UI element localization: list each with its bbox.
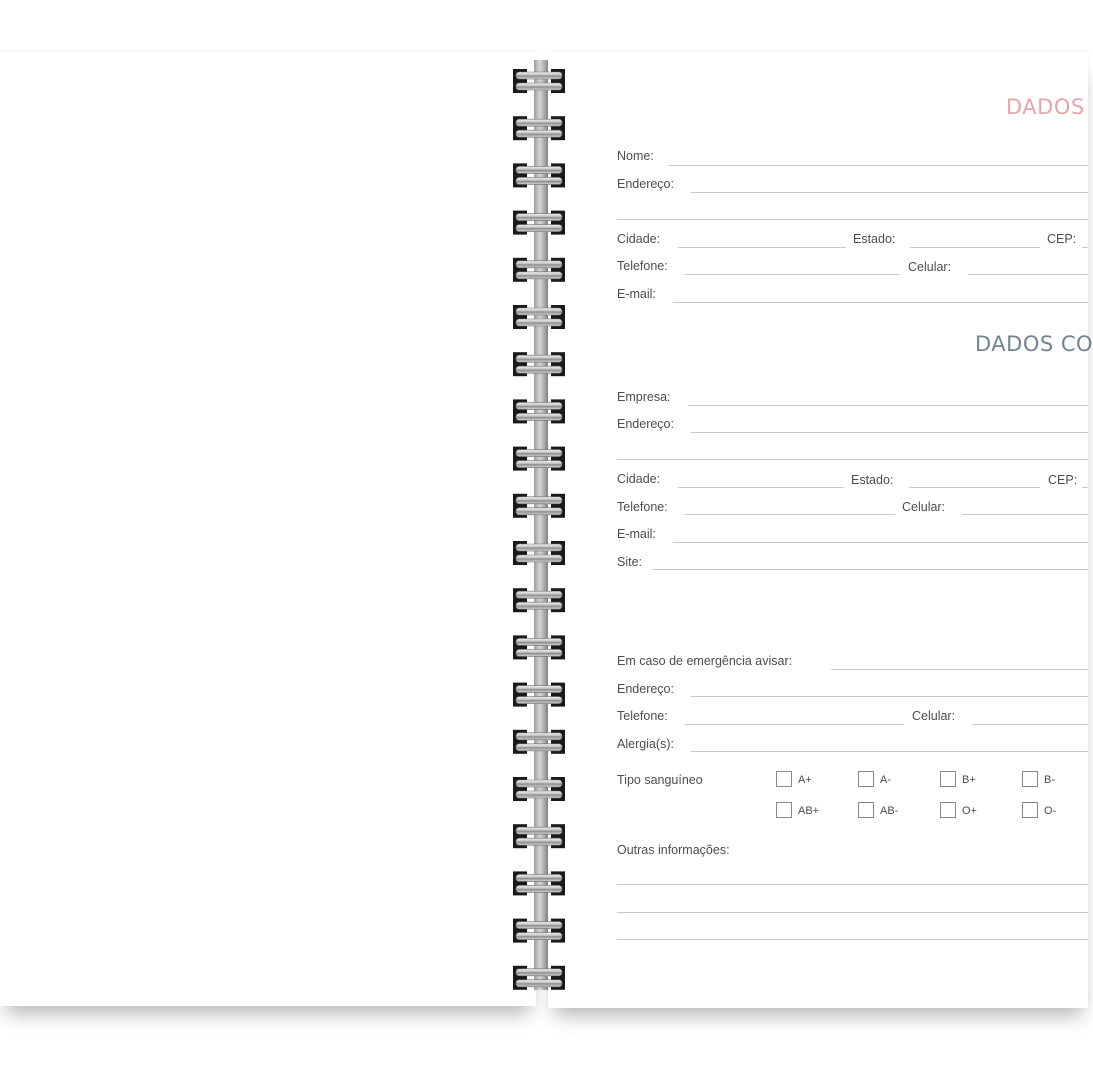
emergency-mobile-field[interactable] [972, 724, 1088, 725]
blood-type-a-minus-label: A- [880, 774, 891, 786]
emergency-phone-field[interactable] [685, 724, 904, 725]
city-label: Cidade: [617, 232, 661, 246]
company-email-label: E-mail: [617, 527, 656, 541]
company-section-title: DADOS CO [975, 332, 1093, 356]
city-field[interactable] [678, 247, 846, 248]
emergency-mobile-label: Celular: [912, 709, 956, 723]
address-field-line-2[interactable] [617, 219, 1088, 220]
other-info-line-1[interactable] [617, 884, 1088, 885]
notebook-spine [534, 60, 548, 990]
company-city-label: Cidade: [617, 472, 661, 486]
emergency-address-field[interactable] [691, 696, 1088, 697]
email-label: E-mail: [617, 287, 656, 301]
emergency-phone-label: Telefone: [617, 709, 668, 723]
blood-type-o-plus-checkbox[interactable] [940, 802, 956, 818]
zip-label: CEP: [1047, 232, 1077, 246]
phone-label: Telefone: [617, 259, 668, 273]
phone-field[interactable] [685, 274, 900, 275]
company-state-field[interactable] [909, 487, 1040, 488]
blood-type-ab-plus-checkbox[interactable] [776, 802, 792, 818]
company-site-field[interactable] [652, 569, 1088, 570]
company-site-label: Site: [617, 555, 643, 569]
company-label: Empresa: [617, 390, 671, 404]
company-field[interactable] [688, 405, 1088, 406]
state-label: Estado: [853, 232, 896, 246]
mobile-field[interactable] [968, 274, 1088, 275]
company-city-field[interactable] [678, 487, 844, 488]
zip-field[interactable] [1082, 247, 1088, 248]
mobile-label: Celular: [908, 260, 952, 274]
name-label: Nome: [617, 149, 654, 163]
name-field[interactable] [668, 165, 1088, 166]
company-mobile-field[interactable] [962, 514, 1088, 515]
blood-type-o-plus-label: O+ [962, 805, 977, 817]
blood-type-a-minus-checkbox[interactable] [858, 771, 874, 787]
company-phone-field[interactable] [685, 514, 895, 515]
blood-type-ab-plus-label: AB+ [798, 805, 820, 817]
blood-type-b-plus-label: B+ [962, 774, 976, 786]
left-page [0, 52, 536, 1006]
company-address-field-line-2[interactable] [617, 459, 1088, 460]
company-zip-field[interactable] [1082, 487, 1088, 488]
right-page [548, 52, 1093, 1008]
company-address-label: Endereço: [617, 417, 674, 431]
company-zip-label: CEP: [1048, 473, 1078, 487]
emergency-contact-label: Em caso de emergência avisar: [617, 654, 793, 668]
email-field[interactable] [673, 302, 1088, 303]
blood-type-a-plus-label: A+ [798, 774, 812, 786]
allergy-label: Alergia(s): [617, 737, 674, 751]
company-phone-label: Telefone: [617, 500, 668, 514]
other-info-line-3[interactable] [617, 939, 1088, 940]
other-info-line-2[interactable] [617, 912, 1088, 913]
state-field[interactable] [910, 247, 1040, 248]
blood-type-ab-minus-label: AB- [880, 805, 899, 817]
blood-type-b-minus-checkbox[interactable] [1022, 771, 1038, 787]
personal-section-title: DADOS [1006, 95, 1085, 119]
address-field[interactable] [691, 192, 1088, 193]
other-info-label: Outras informações: [617, 843, 730, 857]
company-mobile-label: Celular: [902, 500, 946, 514]
blood-type-b-plus-checkbox[interactable] [940, 771, 956, 787]
blood-type-o-minus-checkbox[interactable] [1022, 802, 1038, 818]
address-label: Endereço: [617, 177, 674, 191]
blood-type-o-minus-label: O- [1044, 805, 1057, 817]
blood-type-ab-minus-checkbox[interactable] [858, 802, 874, 818]
company-state-label: Estado: [851, 473, 894, 487]
emergency-contact-field[interactable] [831, 669, 1088, 670]
blood-type-b-minus-label: B- [1044, 774, 1055, 786]
company-email-field[interactable] [673, 542, 1088, 543]
allergy-field[interactable] [691, 751, 1088, 752]
emergency-address-label: Endereço: [617, 682, 674, 696]
blood-type-label: Tipo sanguíneo [617, 773, 703, 787]
company-address-field[interactable] [691, 432, 1088, 433]
blood-type-a-plus-checkbox[interactable] [776, 771, 792, 787]
